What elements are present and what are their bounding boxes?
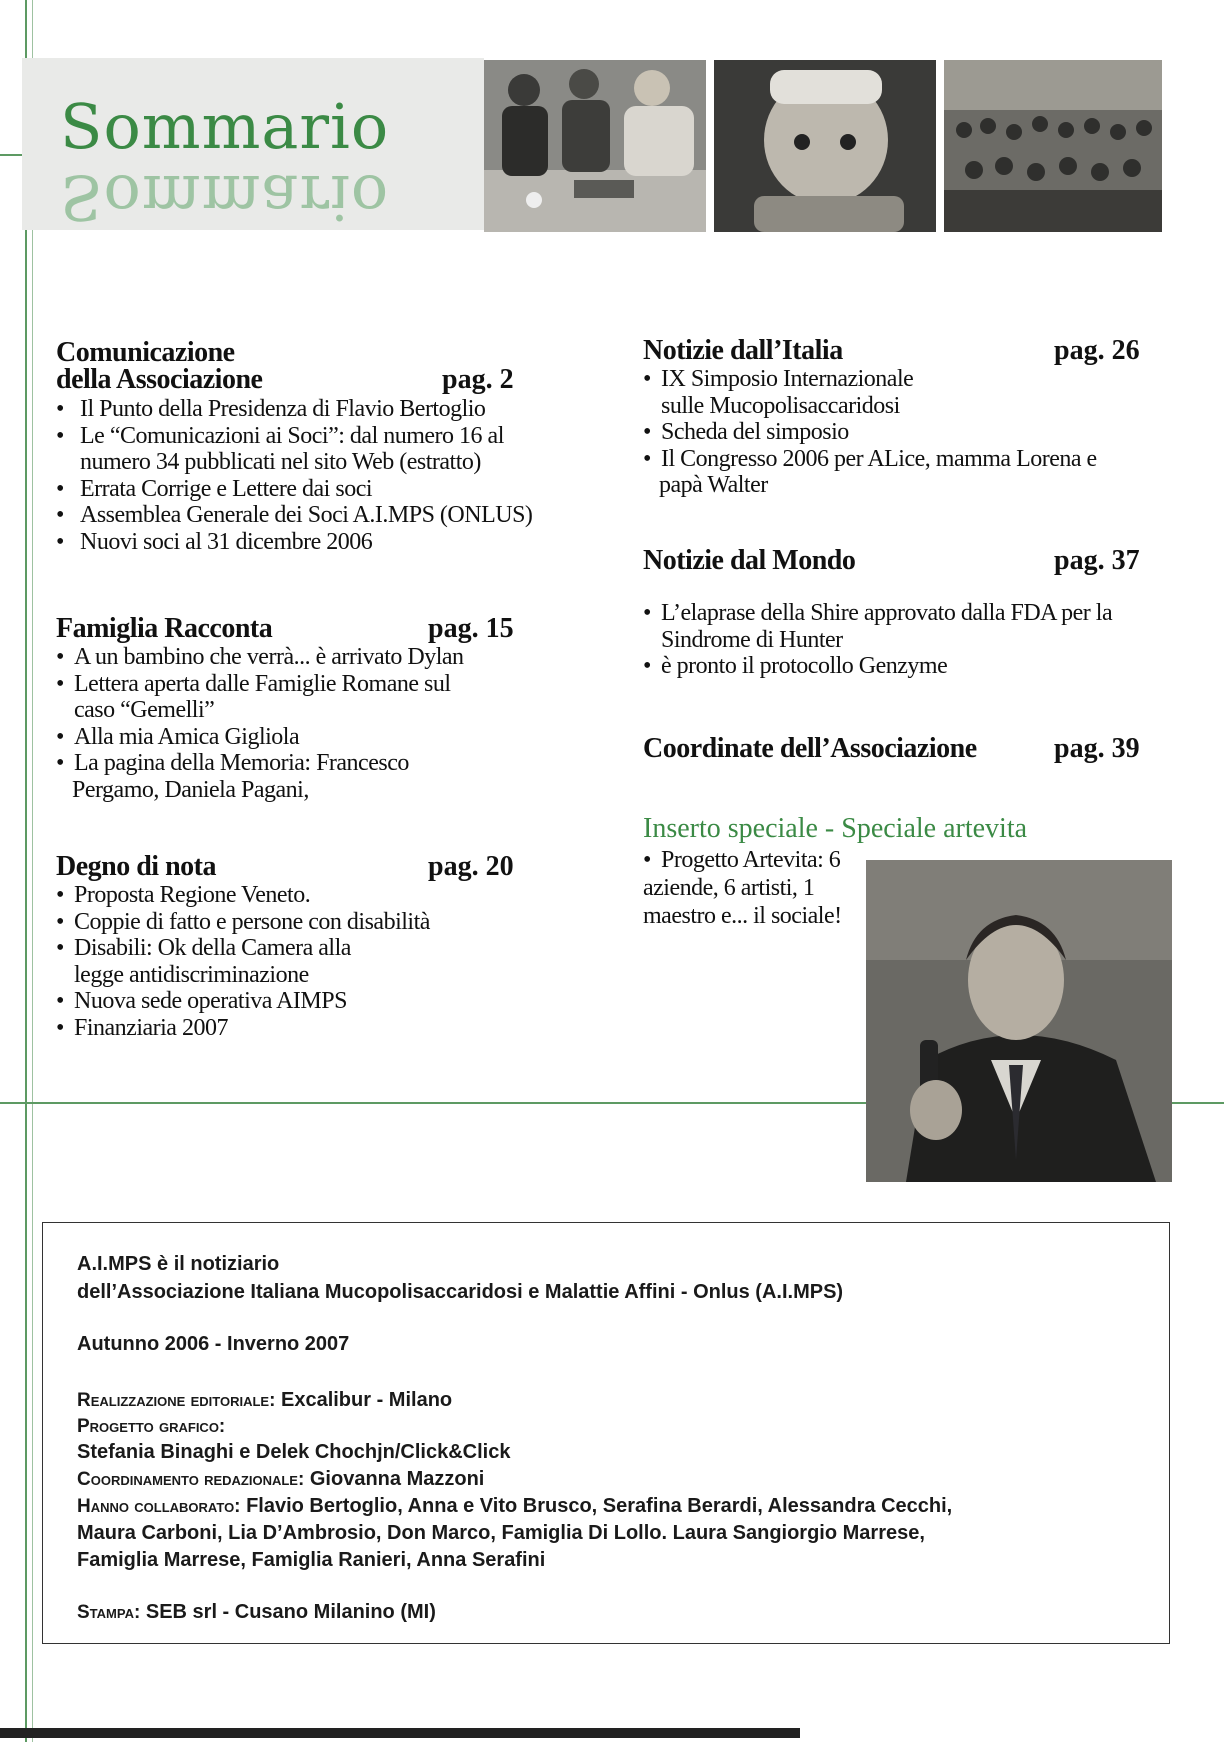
credits-intro-1: A.I.MPS è il notiziario [77,1253,280,1275]
list-item: • Assemblea Generale dei Soci A.I.MPS (ONLUS) [56,502,596,529]
list-item: • La pagina della Memoria: Francesco Pergamo, Daniela Pagani, [56,750,442,803]
list-item: • Scheda del simposio [643,419,1143,446]
list-item: • Alla mia Amica Gigliola [56,724,496,751]
list-inserto [643,846,859,930]
list-item: • Il Congresso 2006 per ALice, mamma Lorena e papà Walter [643,446,1143,499]
credits-label: Realizzazione editoriale: [77,1390,276,1411]
list-item: • Errata Corrige e Lettere dai soci [56,476,596,503]
credits-progetto-value: Stefania Binaghi e Delek Chochjn/Click&Click [77,1441,511,1463]
credits-label: Hanno collaborato: [77,1496,241,1517]
list-item: • Nuova sede operativa AIMPS [56,988,476,1015]
credits-collaborato-2: Maura Carboni, Lia D’Ambrosio, Don Marco, Famiglia Di Lollo. Laura Sangiorgio Marrese, [77,1522,925,1544]
section-title-coordinate: Coordinate dell’Associazione [643,733,977,764]
credits-realizzazione [77,1387,452,1414]
section-title-mondo: Notizie dal Mondo [643,545,856,576]
list-item: • L’elaprase della Shire approvato dalla FDA per la Sindrome di Hunter [643,600,1123,653]
credits-collaborato-3: Famiglia Marrese, Famiglia Ranieri, Anna Serafini [77,1549,546,1571]
credits-issue: Autunno 2006 - Inverno 2007 [77,1333,350,1355]
credits-value: Flavio Bertoglio, Anna e Vito Brusco, Serafina Berardi, Alessandra Cecchi, [246,1495,953,1517]
photo-women-workshop [484,60,706,232]
credits-value: Excalibur - Milano [280,1389,453,1411]
list-item: • Proposta Regione Veneto. [56,882,476,909]
list-item: • Il Punto della Presidenza di Flavio Bertoglio [56,396,596,423]
list-item: • Nuovi soci al 31 dicembre 2006 [56,529,596,556]
credits-stampa [77,1599,436,1626]
list-item: • Progetto Artevita: 6 aziende, 6 artisti, 1 maestro e... il sociale! [643,846,859,930]
list-degno [56,882,476,1041]
page-ref-famiglia: pag. 15 [428,613,514,644]
list-item: • Coppie di fatto e persone con disabilità [56,909,476,936]
footer-bar [0,1728,800,1738]
section-title-degno: Degno di nota [56,851,216,882]
list-item: • A un bambino che verrà... è arrivato Dylan [56,644,496,671]
section-title-comunicazione-1: Comunicazione [56,337,235,368]
page-title-reflection: Sommario [60,161,390,234]
list-item: • Disabili: Ok della Camera alla legge antidiscriminazione [56,935,404,988]
page-ref-italia: pag. 26 [1054,335,1140,366]
credits-value: SEB srl - Cusano Milanino (MI) [145,1601,436,1623]
credits-label: Coordinamento redazionale: [77,1469,305,1490]
section-title-italia: Notizie dall’Italia [643,335,843,366]
photo-group [944,60,1162,232]
credits-value: Giovanna Mazzoni [309,1468,485,1490]
photo-baby [714,60,936,232]
list-item: • Lettera aperta dalle Famiglie Romane sul caso “Gemelli” [56,671,496,724]
list-item: • IX Simposio Internazionale sulle Mucopolisaccaridosi [643,366,961,419]
left-vertical-rule-2 [32,0,33,1742]
page-title: Sommario [60,90,390,163]
page-ref-coordinate: pag. 39 [1054,733,1140,764]
section-title-famiglia: Famiglia Racconta [56,613,273,644]
page-ref-mondo: pag. 37 [1054,545,1140,576]
credits-intro-2: dell’Associazione Italiana Mucopolisaccaridosi e Malattie Affini - Onlus (A.I.MPS) [77,1281,844,1303]
credits-box [42,1222,1170,1644]
credits-coordinamento [77,1466,484,1493]
credits-label: Progetto grafico: [77,1416,226,1437]
section-title-comunicazione-2: della Associazione [56,364,263,395]
page-ref-degno: pag. 20 [428,851,514,882]
list-italia [643,366,1143,499]
page-ref-comunicazione: pag. 2 [442,364,514,395]
bottom-horizontal-rule-right [1172,1102,1224,1104]
list-mondo [643,600,1123,680]
list-item: • Le “Comunicazioni ai Soci”: dal numero 16 al numero 34 pubblicati nel sito Web (estratto) [56,423,596,476]
list-item: • è pronto il protocollo Genzyme [643,653,1123,680]
list-item: • Finanziaria 2007 [56,1015,476,1042]
list-famiglia [56,644,496,803]
photo-speaker [866,860,1172,1182]
left-vertical-rule [25,0,27,1742]
credits-collaborato [77,1493,952,1520]
credits-progetto-label [77,1413,225,1440]
list-comunicazione [56,396,596,555]
credits-label: Stampa: [77,1602,141,1623]
section-title-inserto: Inserto speciale - Speciale artevita [643,813,1028,844]
bottom-horizontal-rule [0,1102,866,1104]
